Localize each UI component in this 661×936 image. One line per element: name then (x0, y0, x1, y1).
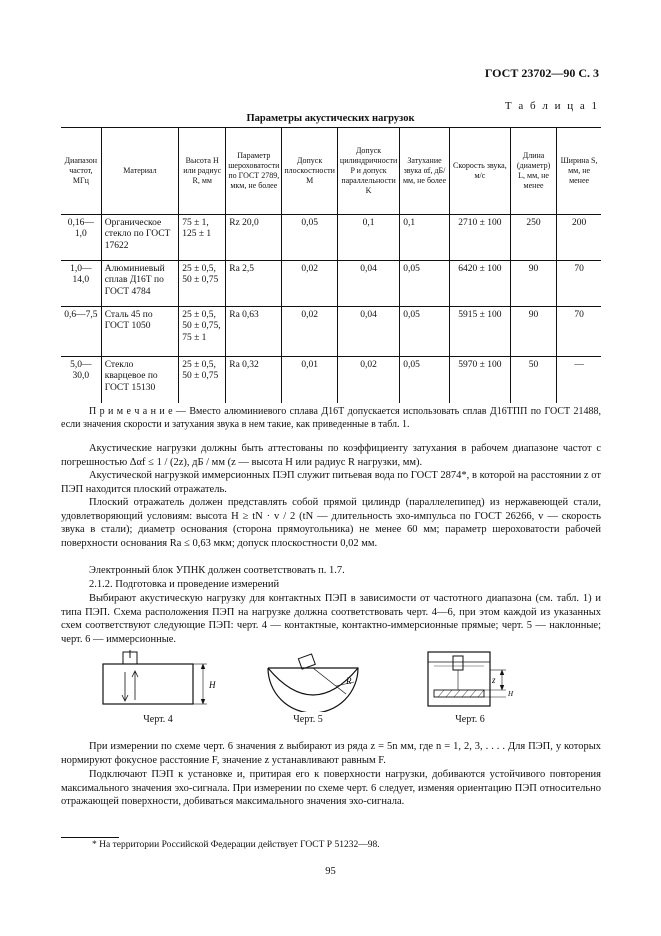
col-header: Диапазон частот, МГц (61, 128, 101, 215)
figure-4-diagram (95, 650, 220, 710)
table-header-row (61, 128, 601, 215)
table-cell: 25 ± 0,5, 50 ± 0,75 (179, 261, 226, 307)
table-cell: Ra 0,32 (226, 357, 282, 403)
table-cell: 0,6—7,5 (64, 310, 98, 320)
table-cell: 75 ± 1, 125 ± 1 (179, 215, 226, 261)
table-cell: 0,01 (282, 357, 338, 403)
table-cell: 0,05 (400, 357, 450, 403)
section-heading-2-1-2: 2.1.2. Подготовка и проведение измерений (89, 579, 280, 590)
paragraph-connect-probe: Подключают ПЭП к установке и, притирая его к поверхности нагрузки, добиваются устойчивого повторения максимального значения эхо-сигнала. При измерении по схеме черт. 6 следует, изменяя ориентацию ПЭП относительно отражающей поверхности, добиваться максимального значения эхо-сигнала. (61, 769, 601, 808)
table-row (61, 215, 601, 261)
table-note: П р и м е ч а н и е — Вместо алюминиевого сплава Д16Т допускается использовать сплав Д16ТПП по ГОСТ 21488, если значения скорости и затухания звука в нем такие, как приведенные в табл. 1. (61, 406, 601, 430)
paragraph-water-load: Акустической нагрузкой иммерсионных ПЭП служит питьевая вода по ГОСТ 2874*, в которой на расстоянии z от ПЭП находится плоский отражатель. (61, 470, 601, 495)
figure-6-caption: Черт. 6 (455, 714, 485, 725)
table-cell: 70 (557, 261, 601, 307)
table-number: Т а б л и ц а 1 (504, 100, 599, 112)
table-cell: 5,0—30,0 (70, 360, 92, 382)
table-cell: 90 (510, 307, 556, 357)
table-cell: Органическое стекло по ГОСТ 17622 (101, 215, 179, 261)
table-cell: 50 (510, 357, 556, 403)
table-cell: 0,04 (337, 261, 399, 307)
col-header: Высота H или радиус R, мм (179, 128, 226, 215)
table-cell: 5915 ± 100 (449, 307, 510, 357)
col-header: Скорость звука, м/с (449, 128, 510, 215)
table-title: Параметры акустических нагрузок (246, 113, 415, 124)
table-cell: 90 (510, 261, 556, 307)
table-row (61, 357, 601, 403)
table-cell: — (557, 357, 601, 403)
table-cell: 0,02 (337, 357, 399, 403)
figure-5-diagram (262, 650, 372, 712)
paragraph-electronic-unit: Электронный блок УПНК должен соответствовать п. 1.7. (89, 565, 345, 576)
acoustic-load-table (61, 127, 601, 403)
table-cell: Ra 0,63 (226, 307, 282, 357)
table-cell: 5970 ± 100 (449, 357, 510, 403)
table-cell: 0,02 (282, 307, 338, 357)
table-cell: Алюминиевый сплав Д16Т по ГОСТ 4784 (101, 261, 179, 307)
page-number: 95 (325, 866, 336, 877)
table-cell: 1,0—14,0 (70, 264, 92, 286)
col-header: Допуск цилиндричности P и допуск параллельности K (337, 128, 399, 215)
table-cell: 0,05 (400, 261, 450, 307)
table-cell: 0,1 (400, 215, 450, 261)
table-cell: 6420 ± 100 (449, 261, 510, 307)
col-header: Длина (диаметр) L, мм, не менее (510, 128, 556, 215)
paragraph-reflector: Плоский отражатель должен представлять собой прямой цилиндр (параллелепипед) из нержавеющей стали, удовлетворяющий условиям: высота H ≥ tN · v / 2 (tN — длительность эхо-импульса по ГОСТ 26266, v — скорость звука в стали); диаметр основания (сторона прямоугольника) не менее 60 мм; параметр шероховатости рабочей поверхности основания Ra ≤ 0,63 мкм; допуск плоскостности 0,02 мм. (61, 497, 601, 549)
col-header: Затухание звука αf, дБ/мм, не более (400, 128, 450, 215)
table-cell: Ra 2,5 (226, 261, 282, 307)
table-cell: 200 (557, 215, 601, 261)
table-cell: 25 ± 0,5, 50 ± 0,75, 75 ± 1 (179, 307, 226, 357)
table-cell: Сталь 45 по ГОСТ 1050 (101, 307, 179, 357)
table-cell: 25 ± 0,5, 50 ± 0,75 (179, 357, 226, 403)
table-cell: 0,16—1,0 (67, 218, 94, 240)
figure-6-label-h: H (508, 690, 514, 698)
table-cell: 0,05 (400, 307, 450, 357)
table-cell: 0,02 (282, 261, 338, 307)
table-cell: Стекло кварцевое по ГОСТ 15130 (101, 357, 179, 403)
figure-4-caption: Черт. 4 (143, 714, 173, 725)
table-cell: 0,05 (282, 215, 338, 261)
table-cell: 0,1 (337, 215, 399, 261)
footnote-separator (61, 837, 119, 838)
footnote: * На территории Российской Федерации действует ГОСТ Р 51232—98. (92, 840, 380, 850)
table-cell: 2710 ± 100 (449, 215, 510, 261)
paragraph-attestation: Акустические нагрузки должны быть аттестованы по коэффициенту затухания в рабочем диапазоне частот с погрешностью Δαf ≤ 1 / (2z), дБ / мм (z — высота H или радиус R нагрузки, мм). (61, 443, 601, 468)
table-cell: 250 (510, 215, 556, 261)
table-cell: 0,04 (337, 307, 399, 357)
figure-5-label-r: R (346, 676, 352, 686)
table-cell: 70 (557, 307, 601, 357)
col-header: Материал (101, 128, 179, 215)
paragraph-fig6-measurement: При измерении по схеме черт. 6 значения z выбирают из ряда z = 5n мм, где n = 1, 2, 3, . . . . Для ПЭП, у которых нормируют фокусное расстояние F, значение z устанавливают равным F. (61, 741, 601, 766)
col-header: Допуск плоскостности M (282, 128, 338, 215)
figure-4-label-h: H (209, 680, 216, 690)
figure-5-caption: Черт. 5 (293, 714, 323, 725)
table-row (61, 307, 601, 357)
col-header: Ширина S, мм, не менее (557, 128, 601, 215)
page-header: ГОСТ 23702—90 С. 3 (484, 66, 599, 80)
table-cell: Rz 20,0 (226, 215, 282, 261)
col-header: Параметр шероховатости по ГОСТ 2789, мкм, не более (226, 128, 282, 215)
paragraph-select-load: Выбирают акустическую нагрузку для контактных ПЭП в зависимости от частотного диапазона (см. табл. 1) и типа ПЭП. Схема расположения ПЭП на нагрузке должна соответствовать черт. 4—6, при этом каждой из указанных схем соответствуют следующие ПЭП: черт. 4 — контактные, контактно-иммерсионные прямые; черт. 5 — наклонные; черт. 6 — иммерсионные. (61, 593, 601, 645)
table-row (61, 261, 601, 307)
figure-6-label-z: z (492, 675, 496, 685)
figure-6-diagram (420, 650, 525, 712)
